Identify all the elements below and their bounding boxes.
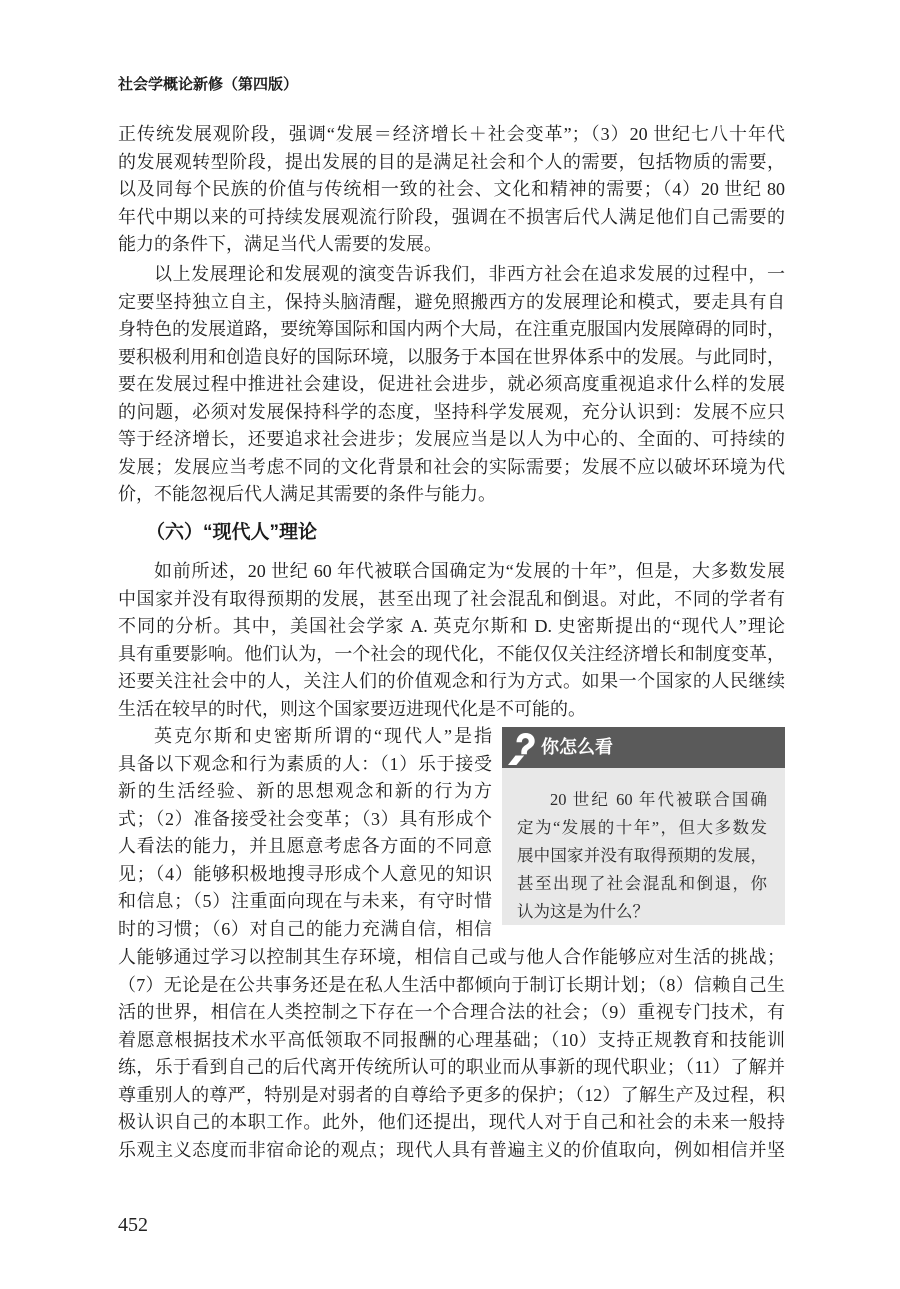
text-line: 如前所述，20 世纪 60 年代被联合国确定为“发展的十年”，但是，大多数发展 bbox=[154, 561, 785, 581]
text-line: 等于经济增长，还要追求社会进步；发展应当是以人为中心的、全面的、可持续的 bbox=[118, 429, 785, 449]
text-line: 不同的分析。其中，美国社会学家 A. 英克尔斯和 D. 史密斯提出的“现代人”理论 bbox=[118, 616, 785, 636]
text-line: 新的生活经验、新的思想观念和新的行为方 bbox=[118, 781, 492, 801]
text-line: 以上发展理论和发展观的演变告诉我们，非西方社会在追求发展的过程中，一 bbox=[154, 264, 785, 284]
text-line: 生活在较早的时代，则这个国家要迈进现代化是不可能的。 bbox=[118, 698, 586, 719]
text-line: 乐观主义态度而非宿命论的观点；现代人具有普遍主义的价值取向，例如相信并坚 bbox=[118, 1139, 785, 1160]
question-line: 认为这是为什么？ bbox=[517, 902, 649, 921]
text-line: 时的习惯；（6）对自己的能力充满自信，相信 bbox=[118, 918, 492, 939]
text-line: 能力的条件下，满足当代人需要的发展。 bbox=[118, 234, 442, 254]
text-line: 英克尔斯和史密斯所谓的“现代人”是指 bbox=[154, 726, 492, 746]
discussion-box-title: 你怎么看 bbox=[541, 737, 613, 757]
text-line: 具备以下观念和行为素质的人：（1）乐于接受 bbox=[118, 753, 492, 774]
text-line: 极认识自己的本职工作。此外，他们还提出，现代人对于自己和社会的未来一般持 bbox=[118, 1112, 785, 1132]
paragraph bbox=[118, 261, 785, 509]
section-heading: （六）“现代人”理论 bbox=[146, 522, 318, 543]
paragraph-continued bbox=[118, 121, 785, 259]
text-line: 身特色的发展道路，要统筹国际和国内两个大局，在注重克服国内发展障碍的同时， bbox=[118, 319, 785, 339]
text-line: 尊重别人的尊严，特别是对弱者的自尊给予更多的保护；（12）了解生产及过程，积 bbox=[118, 1084, 785, 1105]
paragraph bbox=[118, 558, 785, 723]
text-line: 定要坚持独立自主，保持头脑清醒，避免照搬西方的发展理论和模式，要走具有自 bbox=[118, 291, 785, 312]
text-line: 式；（2）准备接受社会变革；（3）具有形成个 bbox=[118, 808, 492, 829]
question-line: 展中国家并没有取得预期的发展， bbox=[517, 846, 767, 865]
text-line: 要在发展过程中推进社会建设，促进社会进步，就必须高度重视追求什么样的发展 bbox=[118, 374, 785, 394]
page-number: 452 bbox=[118, 1214, 148, 1236]
text-line: 的问题，必须对发展保持科学的态度，坚持科学发展观，充分认识到：发展不应只 bbox=[118, 401, 785, 422]
paragraph-wrapped bbox=[118, 723, 492, 943]
text-line: 发展；发展应当考虑不同的文化背景和社会的实际需要；发展不应以破坏环境为代 bbox=[118, 456, 785, 477]
text-line: 和信息；（5）注重面向现在与未来，有守时惜 bbox=[118, 891, 492, 911]
text-line: 人能够通过学习以控制其生存环境，相信自己或与他人合作能够应对生活的挑战； bbox=[118, 947, 785, 967]
discussion-box bbox=[502, 727, 785, 925]
discussion-box-body bbox=[502, 768, 785, 925]
text-line: 活的世界，相信在人类控制之下存在一个合理合法的社会；（9）重视专门技术，有 bbox=[118, 1002, 785, 1022]
text-line: 着愿意根据技术水平高低领取不同报酬的心理基础；（10）支持正规教育和技能训 bbox=[118, 1029, 785, 1050]
text-line: 要积极利用和创造良好的国际环境，以服务于本国在世界体系中的发展。与此同时， bbox=[118, 346, 785, 367]
text-line: 年代中期以来的可持续发展观流行阶段，强调在不损害后代人满足他们自己需要的 bbox=[118, 206, 785, 227]
question-line: 20 世纪 60 年代被联合国确 bbox=[550, 790, 767, 809]
discussion-box-header bbox=[502, 727, 785, 768]
question-line: 定为“发展的十年”，但大多数发 bbox=[517, 818, 767, 837]
paragraph-continued bbox=[118, 944, 785, 1164]
text-line: 价，不能忽视后代人满足其需要的条件与能力。 bbox=[118, 484, 496, 504]
text-line: 具有重要影响。他们认为，一个社会的现代化，不能仅仅关注经济增长和制度变革， bbox=[118, 643, 785, 664]
text-line: （7）无论是在公共事务还是在私人生活中都倾向于制订长期计划；（8）信赖自己生 bbox=[118, 974, 785, 995]
text-line: 人看法的能力，并且愿意考虑各方面的不同意 bbox=[118, 836, 492, 856]
text-line: 练，乐于看到自己的后代离开传统所认可的职业而从事新的现代职业；（11）了解并 bbox=[118, 1057, 785, 1077]
text-line: 见；（4）能够积极地搜寻形成个人意见的知识 bbox=[118, 863, 492, 884]
text-line: 中国家并没有取得预期的发展，甚至出现了社会混乱和倒退。对此，不同的学者有 bbox=[118, 588, 785, 609]
question-icon bbox=[506, 730, 538, 766]
text-line: 的发展观转型阶段，提出发展的目的是满足社会和个人的需要，包括物质的需要， bbox=[118, 151, 785, 172]
running-head: 社会学概论新修（第四版） bbox=[118, 76, 299, 93]
text-line: 正传统发展观阶段，强调“发展＝经济增长＋社会变革”；（3）20 世纪七八十年代 bbox=[118, 124, 785, 144]
question-line: 甚至出现了社会混乱和倒退，你 bbox=[517, 874, 767, 893]
text-line: 以及同每个民族的价值与传统相一致的社会、文化和精神的需要；（4）20 世纪 80 bbox=[118, 179, 785, 199]
text-line: 还要关注社会中的人，关注人们的价值观念和行为方式。如果一个国家的人民继续 bbox=[118, 671, 785, 691]
